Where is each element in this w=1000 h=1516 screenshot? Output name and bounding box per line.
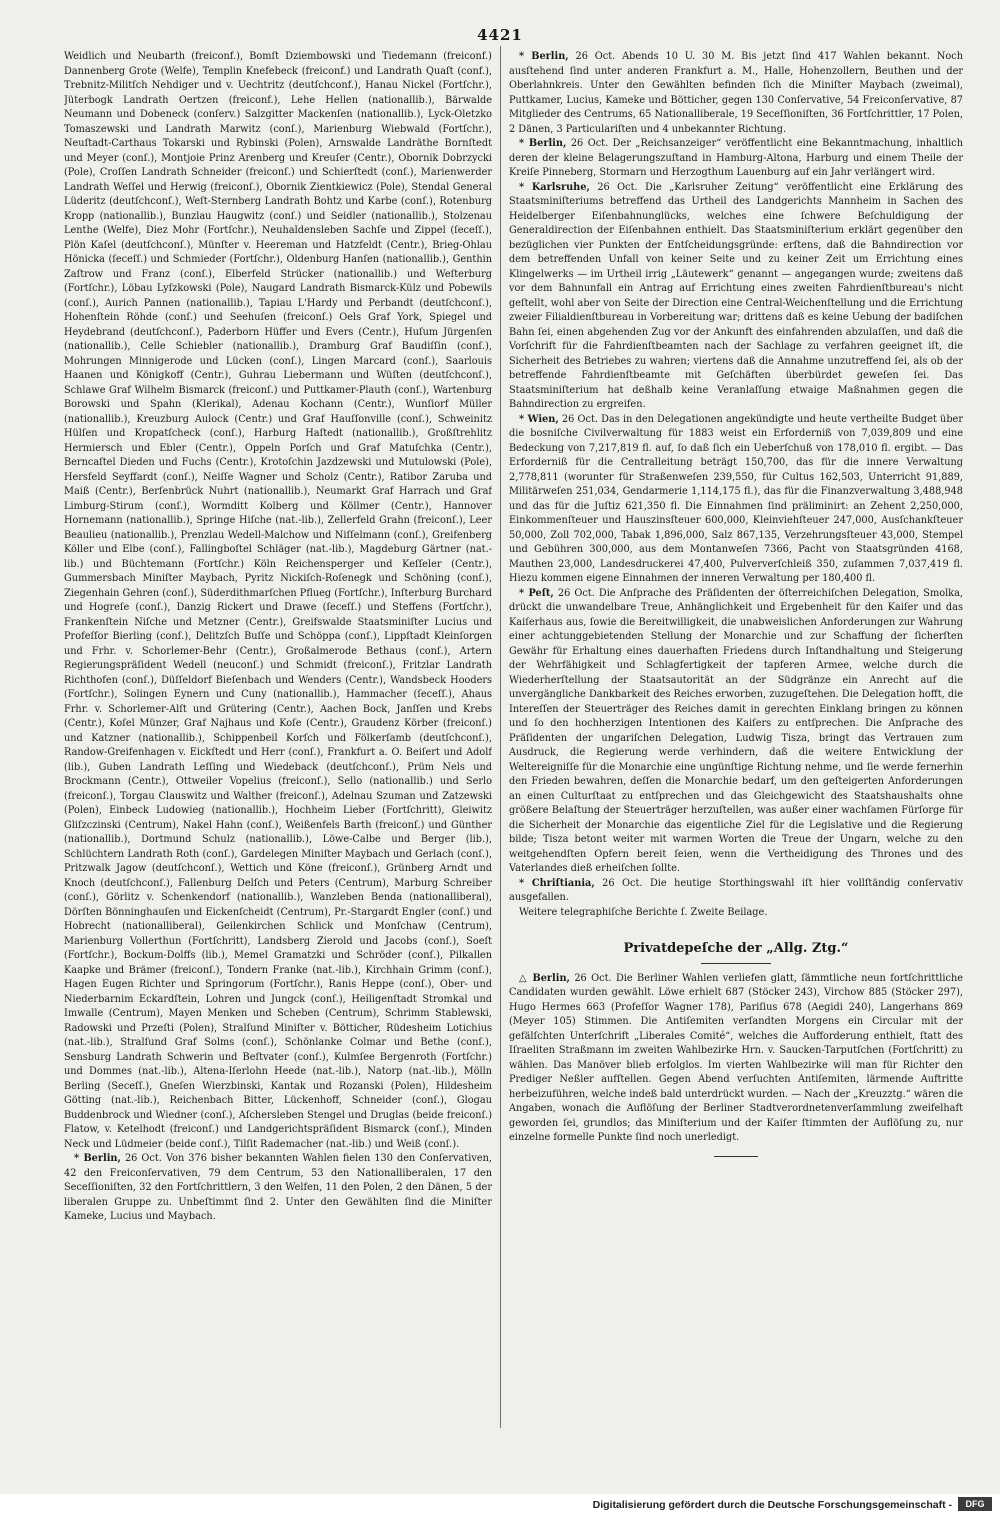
funding-note: Digitalisierung gefördert durch die Deutsche Forschungsgemeinschaft -	[592, 1499, 952, 1511]
article-text: 26 Oct. Die „Karlsruher Zeitung“ veröffentlicht eine Erklärung des Staatsminiſteriums betreffend das Urtheil des Landgerichts Mannheim in Sachen des Heidelberger Eiſenbahnunglücks, welches eine ſchwere Beſchuldigung der Generaldirection der Eiſenbahnen enthielt. Das Staatsminiſterium erklärt gegenüber den bezüglichen vier Punkten der Entſcheidungsgründe: erſtens, daß die Bahndirection vor dem betreffenden Unfall von keiner Seite und zu keiner Zeit um Errichtung eines Klingelwerks — im Urtheil irrig „Läutewerk“ genannt — angegangen wurde; zweitens daß vor dem Bahnunfall ein Antrag auf Errichtung eines zweiten Fahrdienſtbureau's nicht geſtellt, wohl aber von Seite der Direction eine Central-Weichenſtellung und die Errichtung zweier Filialdienſtbureau in Vorbereitung war; drittens daß es keine Uebung der badiſchen Bahn ſei, einen abgehenden Zug vor der Ankunft des einfahrenden abzulaſſen, und daß die Vorſchrift für die Fahrdienſtbeamten nach der Sachlage zu verfahren geeignet iſt, die Sicherheit des Betriebes zu wahren; viertens daß die Annahme unzutreffend ſei, als ob der betreffende Fahrdienſtbeamte mit Geſchäften überbürdet geweſen ſei. Das Staatsminiſterium hat deßhalb keine Veranlaſſung etwaige Maßnahmen gegen die Bahndirection zu ergreifen.	[509, 181, 963, 410]
dateline: * Peſt,	[519, 587, 554, 599]
article-text: 26 Oct. Abends 10 U. 30 M. Bis jetzt ſind 417 Wahlen bekannt. Noch ausſtehend ſind unter anderen Frankfurt a. M., Halle, Hohenzollern, Beuthen und der Oberlahnkreis. Unter den Gewählten befinden ſich die Miniſter Maybach (zweimal), Puttkamer, Lucius, Kameke und Bötticher, gegen 130 Conſervative, 54 Freiconſervative, 87 Mitglieder des Centrums, 65 Nationalliberale, 19 Seceſſioniſten, 36 Fortſchrittler, 17 Polen, 2 Dänen, 3 Particulariſten und 4 unbekannter Richtung.	[509, 51, 963, 135]
article-text: 26 Oct. Die Anſprache des Präſidenten der öſterreichiſchen Delegation, Smolka, drückt die unwandelbare Treue, Anhänglichkeit und Ergebenheit für den Kaiſer und das Kaiſerhaus aus, ſowie die Bereitwilligkeit, die unabweislichen Anforderungen zur Wahrung einer achtunggebietenden Stellung der Monarchie und zur Schaffung der ſicherſten Gewähr für Erhaltung eines dauerhaften Friedens durch Inſtandhaltung und Steigerung der Wehrfähigkeit und Schlagfertigkeit der tapferen Armee, welche durch die Wiederherſtellung der Staatsautorität an der Südgränze ein Anrecht auf die unvergängliche Dankbarkeit des Reiches erworben, zuzugeſtehen. Die Delegation hofft, die Intereſſen der Steuerträger des Reiches damit in gerechten Einklang bringen zu können und ſo den hochherzigen Intentionen des Kaiſers zu entſprechen. Die Anſprache des Präſidenten der ungariſchen Delegation, Ludwig Tisza, bringt das Vertrauen zum Ausdruck, die Regierung werde verhindern, daß die weitere Entwicklung der Weltereigniſſe für die Monarchie eine ungünſtige Richtung nehme, und ſie werde fernerhin den Frieden bewahren, deſſen die Monarchie bedarf, um den geſteigerten Anforderungen an einen Culturſtaat zu entſprechen und das Gleichgewicht des Staatshaushalts ohne größere Belaſtung der Steuerträger herzuſtellen, was außer einer wachſamen Fürſorge für die Sicherheit der Monarchie das eigentliche Ziel für die Legislative und die Regierung bilde; Tisza betont weiter mit warmen Worten die Treue der Ungarn, welche zu den weitgehendſten Opfern bereit ſeien, wenn die Vertheidigung des Thrones und des Vaterlandes dieß erheiſchen ſollte.	[509, 587, 963, 874]
article-berlin-1	[509, 50, 963, 137]
berlin-report-paragraph	[64, 1152, 492, 1225]
heading-rule	[701, 963, 771, 964]
dateline: * Berlin,	[74, 1153, 121, 1164]
dateline: * Wien,	[519, 413, 559, 425]
dateline: △ Berlin,	[519, 972, 570, 984]
article-text: 26 Oct. Die Berliner Wahlen verliefen glatt, ſämmtliche neun fortſchrittliche Candidaten wurden gewählt. Löwe erhielt 687 (Stöcker 243), Virchow 885 (Stöcker 297), Hugo Hermes 663 (Profeſſor Wagner 178), Pariſius 678 (Aegidi 240), Langerhans 869 (Meyer 105) Stimmen. Die Antiſemiten verſandten Morgens ein Circular mit der gefälſchten Unterſchrift „Liberales Comité“, welches die Aufforderung enthielt, ſtatt des Iſraeliten Straßmann im zweiten Wahlbezirke Hrn. v. Saucken-Tarputſchen (Fortſchritt) zu wählen. Das Manöver blieb erfolglos. Im vierten Wahlbezirke will man für Richter den Prediger Neßler aufſtellen. Gegen Abend verſuchten Antiſemiten, lärmende Auftritte herbeizuführen, welche indeß bald unterdrückt wurden. — Nach der „Kreuzztg.“ wären die Angaben, wonach die Auflöſung der Berliner Stadtverordnetenverſammlung zweifelhaft geworden ſei, grundlos; das Miniſterium und der Kaiſer ſtimmten der Auflöſung zu, nur einzelne formelle Punkte ſind noch unerledigt.	[509, 972, 963, 1143]
dateline: * Berlin,	[519, 51, 569, 62]
article-berlin-2	[509, 137, 963, 181]
private-dispatch-heading: Privatdepeſche der „Allg. Ztg.“	[623, 941, 849, 956]
column-divider	[500, 46, 501, 1428]
right-column	[509, 50, 963, 1436]
report-text: 26 Oct. Von 376 bisher bekannten Wahlen fielen 130 den Conſervativen, 42 den Freiconſervativen, 79 dem Centrum, 53 den Nationalliberalen, 17 den Seceſſioniſten, 32 den Fortſchrittlern, 3 den Welfen, 11 den Polen, 2 den Dänen, 5 der liberalen Gruppe zu. Unbeſtimmt ſind 2. Unter den Gewählten ſind die Miniſter Kameke, Lucius und Maybach.	[64, 1153, 492, 1222]
article-text: 26 Oct. Der „Reichsanzeiger“ veröffentlicht eine Bekanntmachung, inhaltlich deren der kleine Belagerungszuſtand in Hamburg-Altona, Harburg und einem Theile der Kreiſe Pinneberg, Stormarn und Herzogthum Lauenburg auf ein Jahr verlängert wird.	[509, 138, 963, 178]
article-karlsruhe	[509, 181, 963, 413]
article-pest	[509, 587, 963, 877]
dfg-logo: DFG	[958, 1497, 992, 1511]
dateline: * Berlin,	[519, 138, 567, 149]
dateline: * Chriſtiania,	[519, 877, 595, 889]
article-text: 26 Oct. Die heutige Storthingswahl iſt hier vollſtändig conſervativ ausgefallen.	[509, 877, 963, 903]
end-rule	[714, 1156, 758, 1157]
election-results-paragraph: Weidlich und Neubarth (freiconf.), Bomſt Dziembowski und Tiedemann (freiconf.) Dannenberg Grote (Welfe), Templin Knefebeck (freiconf.) und Landrath Quaſt (conf.), Trebnitz-Militſch Nehdiger und v. Uechtritz (deutſchconf.), Hanau Nickel (Fortſchr.), Jüterbogk Landrath Oertzen (freiconf.), Lehe Hellen (nationallib.), Bärwalde Neumann und Dobeneck (conſerv.) Salzgitter Mackenſen (nationallib.), Lyck-Oletzko Tomaszewski und Landrath Marwitz (conſ.), Marienburg Wiebwald (Fortſchr.), Neuſtadt-Carthaus Tokarski und Rybinski (Polen), Arnswalde Landräthe Bornſtedt und Meyer (conſ.), Montjoie Prinz Arenberg und Kreuſer (Centr.), Obornik Dobrzycki (Pole), Croſſen Landrath Schneider (freiconſ.) und Schierſtedt (conſ.), Marienwerder Landrath Weſſel und Herwig (freiconſ.), Obornik Zientkiewicz (Pole), Stendal General Lüderitz (deutſchconſ.), Weſt-Sternberg Landrath Bohtz und Karbe (conſ.), Rotenburg Kropp (nationallib.), Bunzlau Haugwitz (conſ.) und Seidler (nationallib.), Stolzenau Lenthe (Welfe), Diez Mohr (Fortſchr.), Neuhaldensleben Sachſe und Zippel (ſeceſſ.), Plön Kaſel (deutſchconſ.), Münſter v. Heereman und Hatzfeldt (Centr.), Brieg-Ohlau Hönicka (ſeceſſ.) und Schmieder (Fortſchr.), Oldenburg Hanſen (nationallib.), Genthin Zaſtrow und Franz (conſ.), Elberfeld Strücker (nationallib.) und Weſterburg (Fortſchr.), Löbau Lyſzkowski (Pole), Naugard Landrath Bismarck-Külz und Pobewils (conſ.), Aurich Pannen (nationallib.), Tapiau L'Hardy und Perbandt (deutſchconſ.), Hohenſtein Röhde (conſ.) und Seehuſen (freiconſ.) Oels Graf York, Spiegel und Heydebrand (deutſchconſ.), Paderborn Hüffer und Evers (Centr.), Huſum Jürgenſen (nationallib.), Celle Schiebler (nationallib.), Dramburg Graf Baudiſſin (conſ.), Mohrungen Minnigerode und Lücken (conſ.), Lingen Marcard (conſ.), Saarlouis Haanen und Königkoff (Centr.), Guhrau Liebermann und Wüſten (deutſchconſ.), Schlawe Graf Wilhelm Bismarck (freiconſ.) und Puttkamer-Plauth (conſ.), Wartenburg Borowski und Spahn (Klerikal), Adenau Kochann (Centr.), Wunſiorf Müller (nationallib.), Kreuzburg Aulock (Centr.) und Graf Hauſſonville (conſ.), Schweinitz Hülſen und Kropatſcheck (conſ.), Harburg Haſtedt (nationallib.), Großſtrehlitz Hermiersch und Ebler (Centr.), Oppeln Porſch und Graf Matuſchka (Centr.), Berncaſtel Dieden und Fuchs (Centr.), Krotoſchin Jazdzewski und Mutulowski (Pole), Hersfeld Seyffardt (conſ.), Neiſſe Wagner und Scholz (Centr.), Ratibor Zaruba und Maiß (Centr.), Berſenbrück Nuhrt (nationallib.), Neumarkt Graf Harrach und Graf Limburg-Stirum (conſ.), Wormditt Kolberg und Köllmer (Centr.), Hannover Hornemann (nationallib.), Springe Hiſche (nat.-lib.), Zellerfeld Grahn (freiconſ.), Leer Beaulieu (nationallib.), Prenzlau Wedell-Malchow und Niſſelmann (conſ.), Greifenberg Köller und Elbe (conſ.), Fallingboſtel Schläger (nat.-lib.), Magdeburg Gärtner (nat.-lib.) und Büchtemann (Fortſchr.) Köln Reichensperger und Keſſeler (Centr.), Gummersbach Miniſter Maybach, Pyritz Nickiſch-Roſenegk und Schöning (conſ.), Ziegenhain Gehren (conſ.), Süderdithmarſchen Pflueg (Fortſchr.), Inſterburg Burchard und Hogreſe (conſ.), Danzig Rickert und Drawe (ſeceſſ.) und Steffens (Fortſchr.), Frankenſtein Niſche und Metzner (Centr.), Greifswalde Staatsminiſter Lucius und Profeſſor Bierling (conſ.), Delitzſch Buſſe und Schöppa (conſ.), Lippſtadt Kleinſorgen und Frhr. v. Schorlemer-Behr (Centr.), Großalmerode Bethaus (conſ.), Artern Regierungspräſident Wedell (neuconſ.) und Schmidt (freiconſ.), Fritzlar Landrath Richthofen (conſ.), Düſſeldorf Bieſenbach und Wenders (Centr.), Wandsbeck Hooders (Fortſchr.), Solingen Eynern und Cuny (nationallib.), Hammacher (ſeceſſ.), Ahaus Frhr. v. Schorlemer-Alſt und Grütering (Centr.), Aachen Bock, Janſſen und Krebs (Centr.), Koſel Münzer, Graf Najhaus und Koſe (Centr.), Graudenz Körber (freiconſ.) und Katzner (nationallib.), Schippenbeil Korſch und Fölkerſamb (deutſchconſ.), Randow-Greifenhagen v. Eickſtedt und Herr (conſ.), Frankfurt a. O. Beiſert und Adolf (lib.), Guben Landrath Leſſing und Wiedeback (deutſchconſ.), Prüm Nels und Brockmann (Centr.), Ottweiler Vopelius (freiconſ.), Sello (nationallib.) und Serlo (freiconſ.), Torgau Clauswitz und Walther (freiconſ.), Adelnau Szuman und Zatzewski (Polen), Einbeck Ludowieg (nationallib.), Hochheim Lieber (Fortſchritt), Gleiwitz Gliſzczinski (Centrum), Nakel Hahn (conſ.), Weißenfels Barth (freiconſ.) und Günther (nationallib.), Dortmund Schulz (nationallib.), Löwe-Calbe und Berger (lib.), Schlüchtern Landrath Roth (conſ.), Gardelegen Miniſter Maybach und Gerlach (conſ.), Pritzwalk Jagow (deutſchconſ.), Wettich und Köne (freiconſ.), Grünberg Arndt und Knoch (deutſchconſ.), Fallenburg Delſch und Peters (Centrum), Marburg Schreiber (conſ.), Görlitz v. Schenkendorf (nationallib.), Wanzleben Benda (nationalliberal), Dörſten Bönninghauſen und Eickenſcheidt (Centrum), Pr.-Stargardt Engler (conſ.) und Hobrecht (nationalliberal), Geilenkirchen Schlick und Monſchaw (Centrum), Marienburg Vollerthun (Fortſchritt), Landsberg Zierold und Jacobs (conſ.), Soeſt (Fortſchr.), Bockum-Dolffs (lib.), Memel Gramatzki und Schröder (conſ.), Pilkallen Kaapke und Brämer (freiconſ.), Tondern Franke (nat.-lib.), Kirchhain Grimm (conſ.), Hagen Eugen Richter und Springorum (Fortſchr.), Ranis Heppe (conſ.), Ober- und Niederbarnim Eckardſtein, Lohren und Jungck (conſ.), Heiligenſtadt Stromkal und Imwalle (Centrum), Mayen Menken und Scheben (Centrum), Schrimm Stablewski, Radowski und Przeſti (Polen), Stralſund Miniſter v. Bötticher, Rüdesheim Lotichius (nat.-lib.), Stralſund Graf Solms (conſ.), Schönlanke Colmar und Bethe (conſ.), Sensburg Landrath Schwerin und Beſtvater (conſ.), Kulmſee Bergenroth (Fortſchr.) und Dommes (nat.-lib.), Altena-Iſerlohn Heede (nat.-lib.), Natorp (nat.-lib.), Mölln Berling (Seceſſ.), Gneſen Wierzbinski, Kantak und Rozanski (Polen), Hildesheim Götting (nat.-lib.), Reichenbach Bitter, Lückenhoff, Schneider (conſ.), Glogau Buddenbrock und Wiedner (conſ.), Aſchersleben Stengel und Druglas (beide freiconſ.) Flatow, v. Ketelhodt (freiconſ.) und Landgerichtspräſident Bismarck (conſ.), Minden Neck und Lüdmeier (beide conſ.), Tilſit Rademacher (nat.-lib.) und Weiß (conſ.).	[64, 51, 492, 1150]
article-wien	[509, 413, 963, 587]
footer-bar	[0, 1494, 1000, 1516]
article-christiania	[509, 877, 963, 906]
further-reports-note: Weitere telegraphiſche Berichte ſ. Zweite Beilage.	[519, 906, 768, 918]
article-text: 26 Oct. Das in den Delegationen angekündigte und heute vertheilte Budget über die bosniſche Civilverwaltung für 1883 weist ein Erforderniß von 7,039,809 und eine Bedeckung von 7,217,819 fl. auf, ſo daß ſich ein Ueberſchuß von 178,010 fl. ergibt. — Das Erforderniß für die Centralleitung beträgt 150,700, das für die innere Verwaltung 2,778,811 (worunter für Straßenweſen 239,550, für Cultus 162,503, Unterricht 91,889, Militärweſen 251,034, Gendarmerie 1,114,175 fl.), das für die Finanzverwaltung 3,488,948 und das für die Juſtiz 621,350 fl. Die Einnahmen ſind präliminirt: an Zehent 2,250,000, Einkommenſteuer und Hauszinsſteuer 600,000, Kleinviehſteuer 247,000, Ausſchankſteuer 50,000, Zoll 702,000, Tabak 1,896,000, Salz 867,135, Verzehrungsſteuer 43,000, Stempel und Gebühren 300,000, aus dem Montanweſen 7366, Pacht von Staatsgründen 4168, Mauthen 23,000, Landesdruckerei 47,400, Pulververſchleiß 350, zuſammen 7,037,419 fl. Hiezu kommen eigene Einnahmen der inneren Verwaltung per 180,400 fl.	[509, 413, 963, 584]
private-dispatch-article	[509, 972, 963, 1146]
page-number: 4421	[477, 26, 523, 44]
dateline: * Karlsruhe,	[519, 181, 590, 193]
left-column	[64, 50, 492, 1436]
